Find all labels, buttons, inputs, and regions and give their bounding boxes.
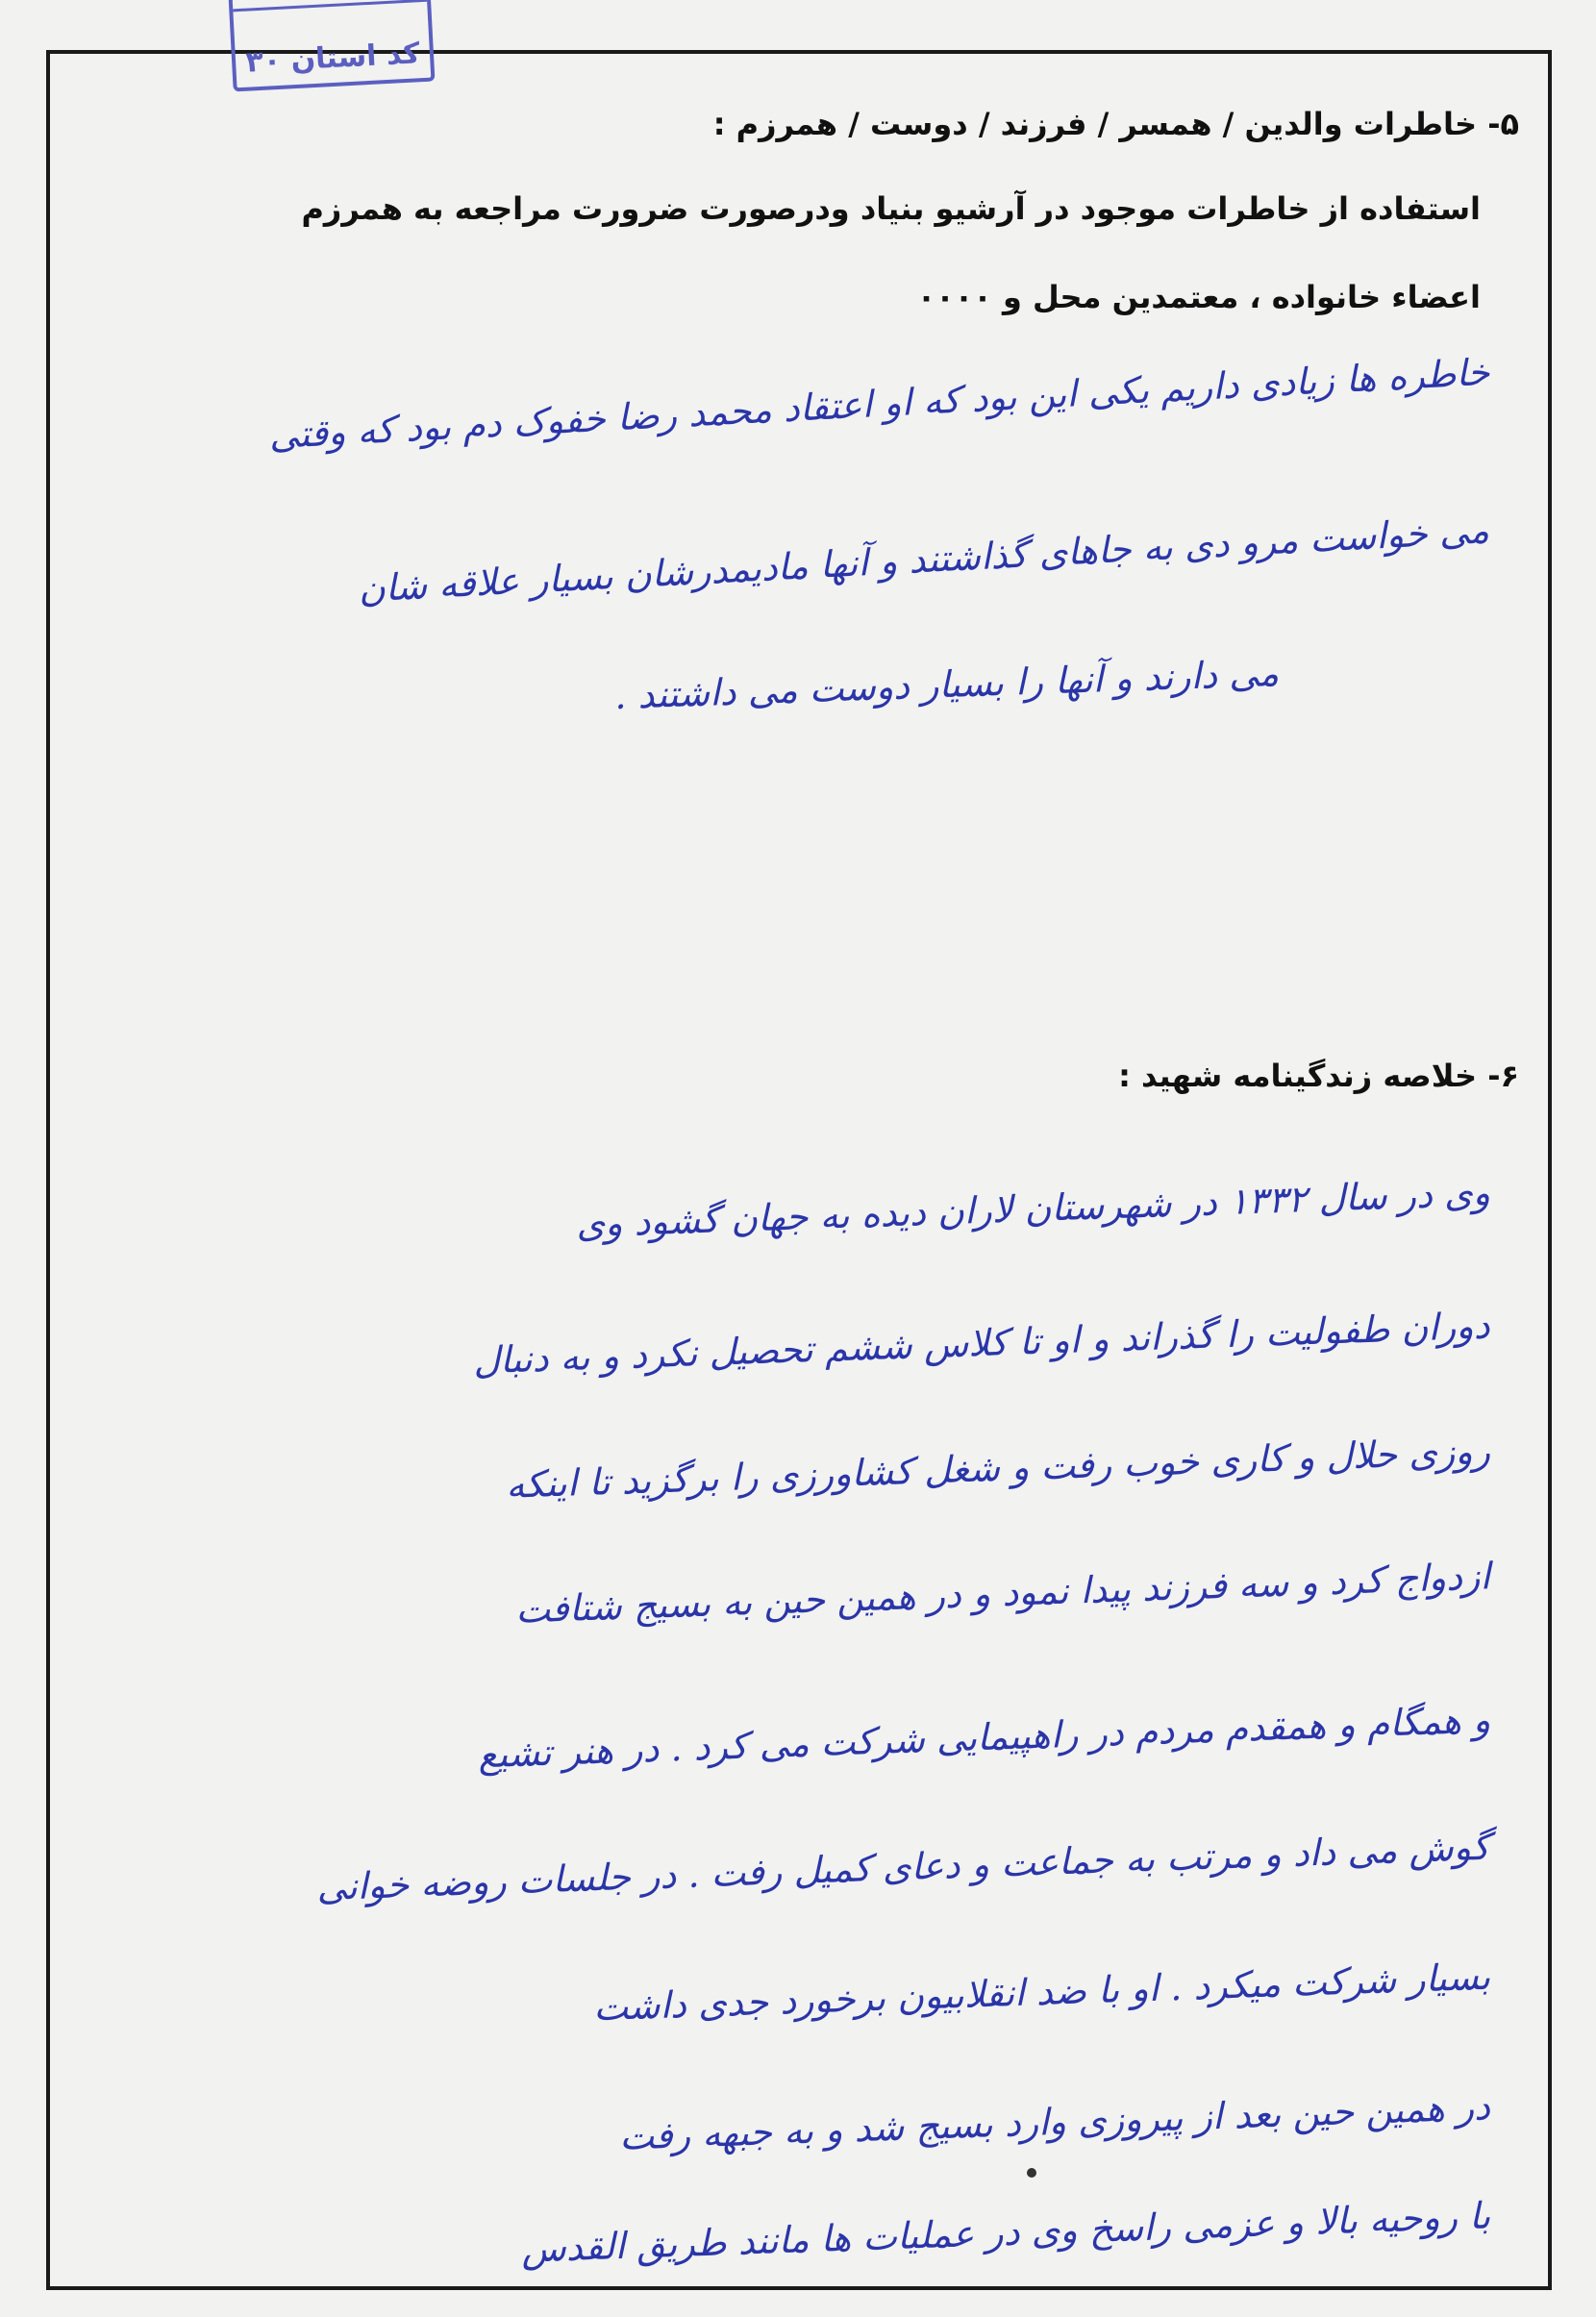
biography-line-7: بسیار شرکت میکرد . او با ضد انقلابیون برخورد جدی داشت bbox=[592, 1955, 1491, 2030]
biography-line-6: گوش می داد و مرتب به جماعت و دعای کمیل رفت . در جلسات روضه خوانی bbox=[315, 1825, 1491, 1909]
section5-instruction-line1: استفاده از خاطرات موجود در آرشیو بنیاد ودرصورت ضرورت مراجعه به همرزم bbox=[301, 190, 1481, 227]
biography-line-4: ازدواج کرد و سه فرزند پیدا نمود و در همین حین به بسیج شتافت bbox=[514, 1555, 1491, 1632]
stamp-text: کد استان ۳۰ bbox=[244, 37, 421, 80]
section5-heading: ۵- خاطرات والدین / همسر / فرزند / دوست / همرزم : bbox=[712, 106, 1519, 142]
memoir-line-2: می خواست مرو دی به جاهای گذاشتند و آنها مادیمدرشان بسیار علاقه شان bbox=[358, 509, 1491, 610]
stamp-divider bbox=[233, 0, 427, 12]
section6-heading: ۶- خلاصه زندگینامه شهید : bbox=[1118, 1058, 1519, 1094]
biography-line-1: وی در سال ۱۳۳۲ در شهرستان لاران دیده به جهان گشود وی bbox=[575, 1171, 1491, 1246]
biography-line-8: در همین حین بعد از پیروزی وارد بسیج شد و به جبهه رفت bbox=[618, 2085, 1491, 2158]
memoir-line-3: می دارند و آنها را بسیار دوست می داشتند . bbox=[613, 651, 1280, 718]
section5-instruction-line2: اعضاء خانواده ، معتمدین محل و ۰۰۰۰ bbox=[916, 279, 1481, 315]
memoir-line-1: خاطره ها زیادی داریم یکی این بود که او اعتقاد محمد رضا خفوک دم بود که وقتی bbox=[267, 350, 1491, 458]
province-code-stamp bbox=[229, 0, 436, 91]
biography-line-5: و همگام و همقدم مردم در راهپیمایی شرکت می کرد . در هنر تشیع bbox=[477, 1698, 1491, 1777]
ink-dot bbox=[1027, 2168, 1036, 2178]
biography-line-9: با روحیه بالا و عزمی راسخ وی در عملیات ها مانند طریق القدس bbox=[520, 2194, 1491, 2271]
biography-line-2: دوران طفولیت را گذراند و او تا کلاس ششم تحصیل نکرد و به دنبال bbox=[472, 1304, 1491, 1383]
biography-line-3: روزی حلال و کاری خوب رفت و شغل کشاورزی را برگزید تا اینکه bbox=[505, 1430, 1491, 1507]
